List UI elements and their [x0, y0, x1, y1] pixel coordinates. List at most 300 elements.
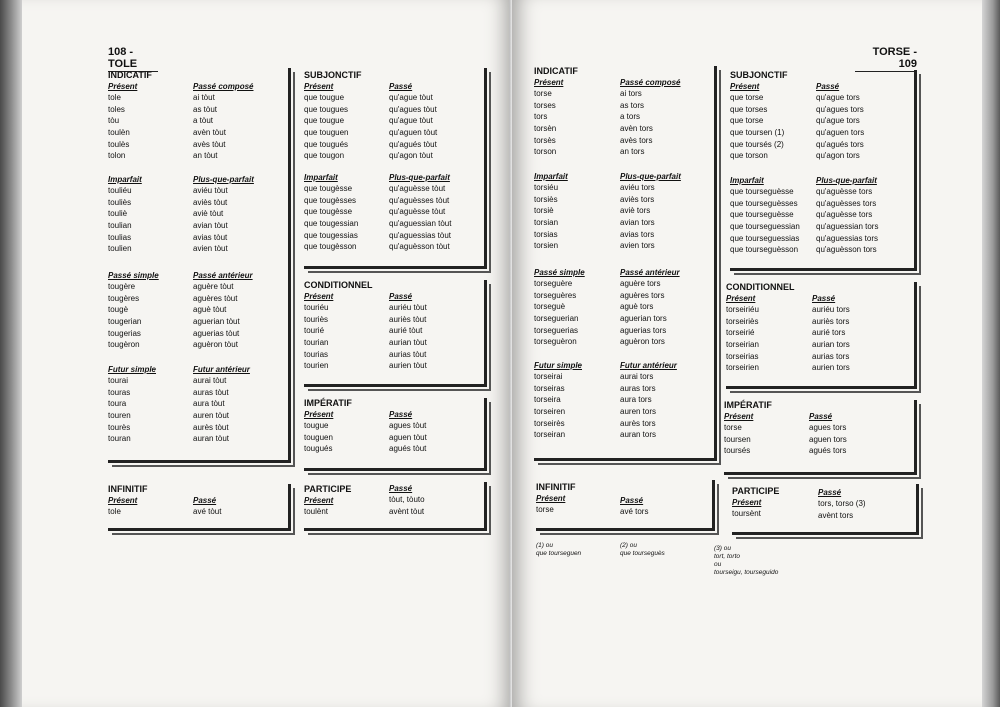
conjugation-list: [193, 185, 228, 255]
present-subtitle: Présent: [536, 494, 566, 503]
conjugation-form: que torse: [730, 116, 764, 126]
conjugation-list: [108, 281, 141, 351]
conjugation-form: torseira: [534, 395, 561, 405]
conjugation-list: [193, 92, 226, 162]
passe-subtitle: Passé: [809, 412, 833, 421]
conditionnel-title: CONDITIONNEL: [304, 280, 373, 290]
conjugation-form: aurai tors: [620, 372, 654, 381]
conjugation-form: aura tòut: [193, 399, 225, 409]
conjugation-list: [108, 506, 121, 518]
imparfait-subtitle: Imparfait: [534, 172, 568, 181]
passe-subtitle: Passé: [389, 82, 413, 91]
conjugation-form: qu'ague tors: [816, 116, 860, 126]
conjugation-form: tougère: [108, 282, 136, 291]
conjugation-list: [724, 422, 751, 457]
conjugation-form: que touguen: [304, 128, 349, 138]
conjugation-form: que tougués: [304, 139, 349, 149]
conjugation-form: torseiran: [534, 430, 566, 440]
conjugation-form: toulias: [108, 232, 132, 242]
subjonctif-box: [304, 68, 487, 269]
conjugation-form: aviè tors: [620, 206, 651, 216]
conjugation-form: touliès: [108, 197, 132, 207]
conditionnel-box: [304, 280, 487, 387]
conjugation-form: que tourseguès: [620, 550, 665, 557]
conjugation-form: que tougon: [304, 151, 345, 161]
conjugation-list: [534, 88, 556, 158]
conjugation-form: torsias: [534, 229, 558, 239]
conjugation-form: tougue: [304, 421, 329, 430]
right-page: [512, 0, 982, 707]
plus-que-parfait-subtitle: Plus-que-parfait: [193, 175, 254, 184]
conjugation-form: aviès tors: [620, 194, 655, 204]
conjugation-form: torseguèron: [534, 337, 577, 347]
conjugation-form: aviè tòut: [193, 209, 224, 219]
conjugation-form: as tòut: [193, 104, 218, 114]
conjugation-form: tougerias: [108, 328, 141, 338]
conjugation-form: aguerias tòut: [193, 328, 240, 338]
plus-que-parfait-subtitle: Plus-que-parfait: [620, 172, 681, 181]
plus-que-parfait-subtitle: Plus-que-parfait: [816, 176, 877, 185]
infinitif-box: [536, 480, 715, 531]
conjugation-form: torseguerian: [534, 314, 579, 324]
conjugation-form: torseirai: [534, 372, 563, 381]
conjugation-form: aura tors: [620, 395, 652, 405]
conjugation-form: aguèron tors: [620, 337, 665, 347]
conjugation-form: avien tors: [620, 241, 655, 251]
conjugation-form: aguèron tòut: [193, 340, 238, 350]
conjugation-form: avé tors: [620, 507, 649, 516]
conjugation-form: torsèn: [534, 124, 557, 134]
conjugation-list: [108, 92, 130, 162]
left-page: [22, 0, 512, 707]
conjugation-form: touras: [108, 387, 131, 397]
conjugation-form: aviéu tòut: [193, 186, 228, 195]
conjugation-form: torseguerias: [534, 325, 579, 335]
imparfait-subtitle: Imparfait: [730, 176, 764, 185]
participe-title: PARTICIPE: [732, 486, 780, 496]
passe-subtitle: Passé: [389, 292, 413, 301]
book-edge-left: [0, 0, 22, 707]
conjugation-form: qu'aguessian tòut: [389, 219, 452, 229]
conjugation-form: qu'ague tòut: [389, 93, 433, 102]
conjugation-form: agués tòut: [389, 444, 427, 454]
conjugation-form: agues tors: [809, 423, 847, 432]
conjugation-form: tougèron: [108, 340, 140, 350]
conjugation-form: torseguè: [534, 302, 566, 312]
conjugation-form: auren tòut: [193, 411, 230, 421]
present-subtitle: Présent: [108, 496, 138, 505]
conjugation-form: torsiès: [534, 194, 558, 204]
conjugation-form: tougués: [304, 444, 333, 454]
conjugation-form: toursés: [724, 446, 751, 456]
conjugation-list: [304, 183, 358, 253]
conjugation-form: aurien tors: [812, 363, 850, 373]
conjugation-form: qu'ague tors: [816, 93, 860, 102]
conjugation-list: [534, 371, 565, 441]
indicatif-box: [108, 68, 291, 463]
conjugation-form: aurias tors: [812, 351, 850, 361]
conjugation-form: tors: [534, 112, 548, 122]
conjugation-form: qu'aguessian tors: [816, 222, 879, 232]
footnote-2: [620, 542, 665, 558]
futur-anterieur-subtitle: Futur antérieur: [193, 365, 250, 374]
conjugation-list: [389, 92, 437, 162]
conjugation-form: aurié tors: [812, 328, 846, 338]
conjugation-form: torses: [534, 100, 556, 110]
conjugation-form: qu'agon tòut: [389, 151, 433, 161]
conjugation-list: [732, 508, 761, 520]
conjugation-form: auran tòut: [193, 434, 230, 444]
footnote-3: [714, 545, 778, 577]
conjugation-list: [193, 375, 229, 445]
present-subtitle: Présent: [732, 498, 762, 507]
conjugation-form: qu'aguèsse tors: [816, 210, 873, 220]
indicatif-title: INDICATIF: [534, 66, 578, 76]
conjugation-form: aguères tors: [620, 290, 665, 300]
conjugation-form: (2) ou: [620, 542, 637, 549]
conjugation-form: avès tors: [620, 135, 653, 145]
conjugation-form: toura: [108, 399, 127, 409]
conjugation-form: tourien: [304, 361, 329, 371]
conjugation-list: [620, 278, 667, 348]
conjugation-form: torseirien: [726, 363, 759, 373]
conjugation-form: avènt tors: [818, 510, 854, 520]
conjugation-list: [304, 506, 328, 518]
conjugation-form: qu'aguessias tòut: [389, 230, 452, 240]
futur-simple-subtitle: Futur simple: [108, 365, 157, 374]
conjugation-list: [193, 506, 221, 518]
conjugation-form: auras tòut: [193, 387, 229, 397]
conjugation-form: aguerian tors: [620, 314, 667, 324]
conjugation-form: aurès tors: [620, 418, 656, 428]
conjugation-form: tòu: [108, 116, 120, 126]
conjugation-form: torsian: [534, 218, 559, 228]
conjugation-form: qu'aguèsses tors: [816, 198, 877, 208]
conjugation-form: auren tors: [620, 407, 657, 417]
conjugation-form: qu'aguèsson tòut: [389, 242, 450, 252]
passe-simple-subtitle: Passé simple: [108, 271, 159, 280]
conjugation-list: [816, 186, 878, 256]
conjugation-form: que tougèsse: [304, 184, 353, 193]
conjugation-form: torse: [724, 423, 742, 432]
conjugation-form: que tourseguèsse: [730, 187, 794, 196]
participe-box: [304, 482, 487, 531]
conjugation-form: que tougessian: [304, 219, 359, 229]
conjugation-form: touguen: [304, 432, 333, 442]
conjugation-list: [389, 420, 427, 455]
present-subtitle: Présent: [726, 294, 756, 303]
conjugation-form: a tòut: [193, 116, 214, 126]
infinitif-box: [108, 484, 291, 531]
present-subtitle: Présent: [108, 82, 138, 91]
conjugation-form: torseguères: [534, 290, 577, 300]
conjugation-form: tougerian: [108, 317, 142, 327]
conjugation-list: [730, 92, 784, 162]
conjugation-list: [389, 302, 427, 372]
conjugation-form: agués tors: [809, 446, 847, 456]
conjugation-form: touriéu: [304, 303, 329, 312]
conjugation-form: aurié tòut: [389, 326, 423, 336]
conjugation-form: que torses: [730, 104, 768, 114]
conjugation-form: que tourseguèsson: [730, 245, 799, 255]
conjugation-form: torseiren: [534, 407, 566, 417]
conjugation-list: [193, 281, 240, 351]
present-subtitle: Présent: [730, 82, 760, 91]
conjugation-form: que tougessias: [304, 230, 358, 240]
conjugation-form: avé tòut: [193, 507, 222, 516]
futur-anterieur-subtitle: Futur antérieur: [620, 361, 677, 370]
conjugation-form: torseirian: [726, 340, 759, 350]
conjugation-list: [108, 375, 131, 445]
subjonctif-box: [730, 70, 917, 271]
conjugation-form: tougè: [108, 305, 129, 315]
conjugation-form: auriès tors: [812, 316, 850, 326]
infinitif-title: INFINITIF: [108, 484, 148, 494]
conjugation-form: touriès: [304, 314, 329, 324]
conjugation-form: aurien tòut: [389, 361, 427, 371]
conjugation-form: avèn tors: [620, 124, 653, 134]
imperatif-title: IMPÉRATIF: [724, 400, 772, 410]
present-subtitle: Présent: [304, 410, 334, 419]
participe-title: PARTICIPE: [304, 484, 352, 494]
conjugation-form: touran: [108, 434, 131, 444]
conjugation-form: aguères tòut: [193, 293, 238, 303]
conjugation-form: tort, torto: [714, 553, 741, 560]
conjugation-list: [620, 506, 648, 518]
subjonctif-title: SUBJONCTIF: [304, 70, 362, 80]
conjugation-form: que torse: [730, 93, 764, 102]
conjugation-form: toles: [108, 104, 125, 114]
conjugation-form: tourian: [304, 338, 329, 348]
conjugation-form: touren: [108, 411, 131, 421]
conjugation-form: toulènt: [304, 507, 329, 516]
conjugation-form: qu'agues tors: [816, 104, 864, 114]
conjugation-form: ou: [714, 561, 722, 568]
conjugation-form: toulèn: [108, 128, 130, 138]
conjugation-list: [812, 304, 850, 374]
conjugation-list: [816, 92, 864, 162]
conjugation-form: que tougue: [304, 116, 345, 126]
conjugation-form: agues tòut: [389, 421, 427, 430]
conjugation-form: avias tors: [620, 229, 655, 239]
conjugation-form: tole: [108, 507, 121, 516]
conjugation-form: as tors: [620, 100, 645, 110]
conjugation-list: [620, 182, 655, 252]
conjugation-form: tors, torso (3): [818, 499, 866, 508]
infinitif-title: INFINITIF: [536, 482, 576, 492]
present-subtitle: Présent: [304, 496, 334, 505]
conjugation-form: avian tors: [620, 218, 655, 228]
conjugation-form: toursen: [724, 434, 751, 444]
conjugation-form: torsès: [534, 135, 556, 145]
conjugation-form: avien tòut: [193, 244, 228, 254]
passe-subtitle: Passé: [389, 484, 413, 493]
conjugation-form: torseiras: [534, 383, 565, 393]
conjugation-form: tourseigu, tourseguido: [714, 569, 779, 576]
conjugation-form: avias tòut: [193, 232, 228, 242]
conjugation-form: qu'aguèsse tòut: [389, 184, 446, 193]
conjugation-form: torsien: [534, 241, 559, 251]
conjugation-form: toulien: [108, 244, 132, 254]
conjugation-form: aguerian tòut: [193, 317, 240, 327]
conjugation-form: que tourseguen: [536, 550, 582, 557]
participe-box: [732, 484, 919, 535]
conjugation-form: toulès: [108, 139, 130, 149]
conjugation-form: avian tòut: [193, 221, 228, 231]
conjugation-form: aurias tòut: [389, 349, 427, 359]
conjugation-form: auriéu tors: [812, 305, 850, 314]
conjugation-form: auran tors: [620, 430, 657, 440]
conjugation-form: auriéu tòut: [389, 303, 427, 312]
conjugation-form: tolon: [108, 151, 126, 161]
conjugation-list: [536, 504, 554, 516]
conjugation-form: que tourseguèsse: [730, 210, 794, 220]
present-subtitle: Présent: [534, 78, 564, 87]
page-header-left: 108 - TOLE: [108, 46, 158, 72]
conjugation-form: tougères: [108, 293, 140, 303]
passe-subtitle: Passé: [812, 294, 836, 303]
conjugation-form: que tourseguèsses: [730, 198, 798, 208]
conjugation-list: [389, 183, 451, 253]
conjugation-form: aguère tòut: [193, 282, 234, 291]
imperatif-box: [304, 398, 487, 471]
conjugation-form: tourias: [304, 349, 329, 359]
conjugation-form: qu'agués tors: [816, 139, 864, 149]
footnote-1: [536, 542, 581, 558]
futur-simple-subtitle: Futur simple: [534, 361, 583, 370]
conjugation-form: torseiriès: [726, 316, 759, 326]
conjugation-form: que tougues: [304, 104, 349, 114]
conjugation-form: qu'aguèsse tòut: [389, 207, 446, 217]
conjugation-list: [726, 304, 759, 374]
conjugation-form: que tourseguessian: [730, 222, 800, 232]
conjugation-form: que tourseguessias: [730, 233, 800, 243]
conjugation-list: [304, 302, 328, 372]
conjugation-form: torse: [536, 505, 554, 514]
conditionnel-title: CONDITIONNEL: [726, 282, 795, 292]
conjugation-list: [620, 88, 653, 158]
conjugation-form: qu'agues tòut: [389, 104, 437, 114]
conjugation-form: que toursés (2): [730, 139, 784, 149]
passe-subtitle: Passé: [818, 488, 842, 497]
conjugation-form: torsiéu: [534, 183, 559, 192]
conjugation-list: [389, 494, 425, 517]
conjugation-list: [304, 92, 349, 162]
conjugation-form: (3) ou: [714, 545, 731, 552]
conjugation-form: auras tors: [620, 383, 656, 393]
conjugation-form: qu'aguessias tors: [816, 233, 879, 243]
conjugation-list: [809, 422, 847, 457]
conjugation-form: torsiè: [534, 206, 554, 216]
conjugation-form: torseiriéu: [726, 305, 759, 314]
conjugation-form: torseirié: [726, 328, 755, 338]
conjugation-form: que tougèsse: [304, 207, 353, 217]
conjugation-form: torseirès: [534, 418, 565, 428]
present-subtitle: Présent: [304, 292, 334, 301]
conjugation-list: [534, 182, 558, 252]
plus-que-parfait-subtitle: Plus-que-parfait: [389, 173, 450, 182]
present-subtitle: Présent: [724, 412, 754, 421]
imparfait-subtitle: Imparfait: [108, 175, 142, 184]
conjugation-form: ai tors: [620, 89, 642, 98]
conjugation-list: [730, 186, 800, 256]
conjugation-form: qu'aguèsse tors: [816, 187, 873, 196]
passe-subtitle: Passé: [620, 496, 644, 505]
conjugation-form: a tors: [620, 112, 641, 122]
conjugation-form: qu'aguen tòut: [389, 128, 438, 138]
conjugation-list: [818, 498, 866, 521]
conjugation-form: torseirias: [726, 351, 759, 361]
conjugation-form: que toursen (1): [730, 128, 785, 138]
passe-compose-subtitle: Passé composé: [620, 78, 681, 87]
conjugation-form: touliéu: [108, 186, 132, 195]
conjugation-form: que torson: [730, 151, 768, 161]
conjugation-form: touliè: [108, 209, 128, 219]
conjugation-form: qu'ague tòut: [389, 116, 433, 126]
conjugation-form: avèn tòut: [193, 128, 226, 138]
conjugation-form: (1) ou: [536, 542, 553, 549]
book-edge-right: [982, 0, 1000, 707]
conjugation-form: aurian tòut: [389, 338, 427, 348]
conjugation-list: [534, 278, 578, 348]
conjugation-list: [108, 185, 132, 255]
passe-subtitle: Passé: [816, 82, 840, 91]
imperatif-title: IMPÉRATIF: [304, 398, 352, 408]
conjugation-form: qu'aguèsson tors: [816, 245, 877, 255]
conjugation-form: aurai tòut: [193, 376, 227, 385]
conjugation-form: torse: [534, 89, 552, 98]
imperatif-box: [724, 400, 917, 475]
passe-subtitle: Passé: [193, 496, 217, 505]
conjugation-form: aguère tors: [620, 279, 661, 288]
conjugation-form: torson: [534, 147, 557, 157]
passe-subtitle: Passé: [389, 410, 413, 419]
conjugation-form: qu'agués tòut: [389, 139, 437, 149]
conjugation-form: toursènt: [732, 509, 761, 518]
conjugation-form: ai tòut: [193, 93, 215, 102]
imparfait-subtitle: Imparfait: [304, 173, 338, 182]
conditionnel-box: [726, 282, 917, 389]
indicatif-box: [534, 66, 717, 461]
conjugation-form: que tougèsson: [304, 242, 357, 252]
conjugation-list: [620, 371, 656, 441]
conjugation-form: qu'agon tors: [816, 151, 860, 161]
conjugation-form: toulian: [108, 221, 132, 231]
conjugation-form: avès tòut: [193, 139, 226, 149]
conjugation-form: an tors: [620, 147, 645, 157]
conjugation-form: qu'aguèsses tòut: [389, 195, 450, 205]
conjugation-form: aviès tòut: [193, 197, 228, 207]
conjugation-list: [304, 420, 333, 455]
conjugation-form: aguè tòut: [193, 305, 227, 315]
conjugation-form: tourès: [108, 422, 131, 432]
conjugation-form: an tòut: [193, 151, 218, 161]
conjugation-form: que tougèsses: [304, 195, 357, 205]
conjugation-form: avènt tòut: [389, 506, 425, 516]
conjugation-form: que tougue: [304, 93, 345, 102]
conjugation-form: tole: [108, 93, 121, 102]
conjugation-form: tourai: [108, 376, 129, 385]
present-subtitle: Présent: [304, 82, 334, 91]
conjugation-form: tourié: [304, 326, 325, 336]
passe-anterieur-subtitle: Passé antérieur: [620, 268, 680, 277]
subjonctif-title: SUBJONCTIF: [730, 70, 788, 80]
conjugation-form: tòut, tòuto: [389, 495, 425, 504]
indicatif-title: INDICATIF: [108, 70, 152, 80]
conjugation-form: aviéu tors: [620, 183, 655, 192]
conjugation-form: aguen tors: [809, 434, 847, 444]
conjugation-form: qu'aguen tors: [816, 128, 865, 138]
